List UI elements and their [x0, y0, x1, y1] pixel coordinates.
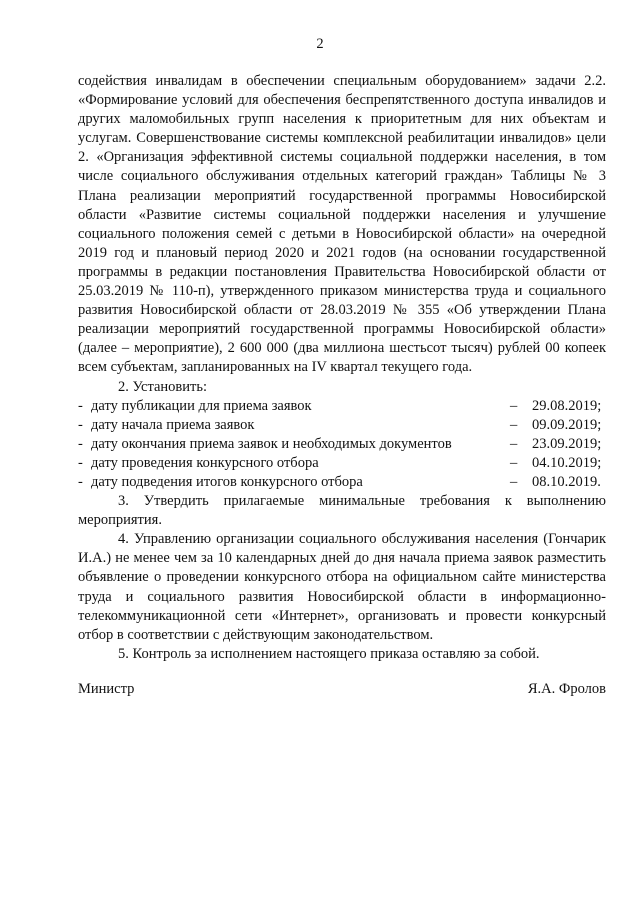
list-bullet: - — [78, 416, 83, 433]
date-row-start — [78, 416, 606, 435]
date-value: 29.08.2019; — [532, 397, 602, 414]
date-label: дату подведения итогов конкурсного отбора — [91, 473, 363, 490]
date-dash: – — [510, 454, 518, 471]
date-list — [78, 397, 606, 492]
date-row-end — [78, 435, 606, 454]
paragraph-intro: содействия инвалидам в обеспечении специальным оборудованием» задачи 2.2. «Формирование условий для обеспечения беспрепятственного доступа инвалидов и других маломобильных групп населения к приоритетным для них объектам и услугам. Совершенствование системы комплексной реабилитации инвалидов» цели 2. «Организация эффективной системы социальной поддержки населения, в том числе социального обслуживания отдельных категорий граждан» Таблицы № 3 Плана реализации мероприятий государственной программы Новосибирской области «Развитие системы социальной поддержки населения и улучшение социального положения семей с детьми в Новосибирской области» на очередной 2019 год и плановый период 2020 и 2021 годов (на основании государственной программы в редакции постановления Правительства Новосибирской области от 25.03.2019 № 110-п), утвержденного приказом министерства труда и социального развития Новосибирской области от 28.03.2019 № 355 «Об утверждении Плана реализации мероприятий государственной программы Новосибирской области» (далее – мероприятие), 2 600 000 (два миллиона шестьсот тысяч) рублей 00 копеек всем субъектам, запланированных на IV квартал текущего года. — [78, 73, 606, 376]
date-value: 09.09.2019; — [532, 416, 602, 433]
date-dash: – — [510, 397, 518, 414]
document-body — [78, 72, 606, 664]
list-bullet: - — [78, 435, 83, 452]
list-bullet: - — [78, 454, 83, 471]
date-value: 08.10.2019. — [532, 473, 601, 490]
date-label: дату публикации для приема заявок — [91, 397, 312, 414]
date-dash: – — [510, 416, 518, 433]
date-label: дату окончания приема заявок и необходимых документов — [91, 435, 452, 452]
page-number: 2 — [316, 36, 324, 52]
signatory-position: Министр — [78, 681, 135, 697]
date-row-publication — [78, 397, 606, 416]
paragraph-3: 3. Утвердить прилагаемые минимальные требования к выполнению мероприятия. — [78, 493, 606, 529]
date-row-selection — [78, 454, 606, 473]
date-value: 23.09.2019; — [532, 435, 602, 452]
paragraph-5: 5. Контроль за исполнением настоящего приказа оставляю за собой. — [118, 645, 540, 662]
date-dash: – — [510, 473, 518, 490]
paragraph-2-heading: 2. Установить: — [118, 378, 208, 395]
date-row-results — [78, 473, 606, 492]
list-bullet: - — [78, 473, 83, 490]
date-dash: – — [510, 435, 518, 452]
list-bullet: - — [78, 397, 83, 414]
date-label: дату начала приема заявок — [91, 416, 255, 433]
date-value: 04.10.2019; — [532, 454, 602, 471]
signatory-name: Я.А. Фролов — [527, 681, 606, 697]
date-label: дату проведения конкурсного отбора — [91, 454, 319, 471]
paragraph-4: 4. Управлению организации социального обслуживания населения (Гончарик И.А.) не менее чем за 10 календарных дней до дня начала приема заявок разместить объявление о проведении конкурсного отбора на официальном сайте министерства труда и социального развития Новосибирской области в информационно-телекоммуникационной сети «Интернет», организовать и провести конкурсный отбор в соответствии с действующим законодательством. — [78, 531, 606, 643]
